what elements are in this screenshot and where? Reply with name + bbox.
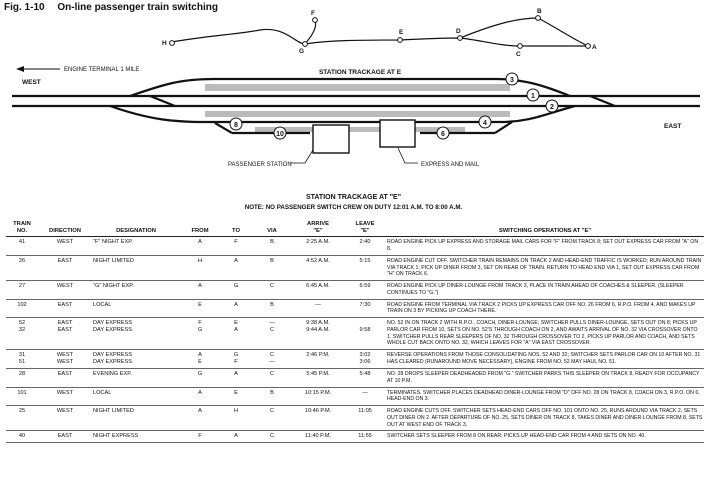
to-value: A xyxy=(234,433,238,440)
designation-value: "G" NIGHT EXP. xyxy=(93,283,134,290)
designation-value: DAY EXPRESS xyxy=(93,327,132,334)
node-label-f: F xyxy=(311,10,315,17)
cell-to xyxy=(220,350,252,369)
node-label-a: A xyxy=(592,44,597,51)
designation-value: NIGHT LIMITED xyxy=(93,408,134,415)
cell-ops: ROAD ENGINE FROM TERMINAL VIA TRACK 2 PICKS UP EXPRESS CAR OFF NO. 26 FROM 6, R.P.O. FROM 4, AND MAKES UP TRAIN ON 3 BY PICKING UP COACH THERE. xyxy=(386,299,704,318)
designation-value: DAY EXPRESS xyxy=(93,352,132,359)
cell-to xyxy=(220,237,252,256)
cell-designation xyxy=(92,318,180,350)
cell-train xyxy=(6,369,38,388)
table-row xyxy=(6,255,704,280)
from-value: E xyxy=(198,359,202,366)
from-value: A xyxy=(198,389,202,396)
cell-train xyxy=(6,237,38,256)
cell-designation xyxy=(92,406,180,431)
to-value: H xyxy=(233,408,239,415)
from-value: A xyxy=(198,239,202,246)
cell-leave xyxy=(344,387,386,406)
node-label-h: H xyxy=(162,40,167,47)
cell-ops: ROAD ENGINE PICK UP DINER-LOUNGE FROM TRACK 3, PLACE IN TRAIN AHEAD OF COACHES & SLEEPER. (SLEEPER CONTINUES TO "G.") xyxy=(386,281,704,300)
cell-to xyxy=(220,431,252,443)
arrive-value: 5:45 P.M. xyxy=(306,371,330,378)
platforms xyxy=(205,84,510,132)
station-trackage-title: STATION TRACKAGE AT E xyxy=(318,69,402,76)
figure-caption: On-line passenger train switching xyxy=(57,2,218,13)
express-mail-building xyxy=(380,120,415,147)
table-row xyxy=(6,431,704,443)
cell-via xyxy=(252,350,292,369)
header-to: TO xyxy=(220,220,252,237)
via-value: — xyxy=(269,320,275,327)
leave-value: — xyxy=(362,389,368,396)
to-value: F xyxy=(234,359,238,366)
cell-via xyxy=(252,387,292,406)
train-value: 32 xyxy=(18,327,26,334)
arrive-value: 10:15 P.M. xyxy=(304,389,332,396)
train-value: 26 xyxy=(18,257,26,264)
header-arrive: ARRIVE "E" xyxy=(292,220,344,237)
via-value: C xyxy=(269,283,275,290)
cell-arrive xyxy=(292,318,344,350)
node-c xyxy=(518,44,523,49)
direction-value: WEST xyxy=(56,352,74,359)
cell-to xyxy=(220,369,252,388)
cell-direction xyxy=(38,431,92,443)
header-leave: LEAVE "E" xyxy=(344,220,386,237)
cell-arrive xyxy=(292,237,344,256)
cell-from xyxy=(180,237,220,256)
track-2-label: 2 xyxy=(550,104,554,111)
table-row xyxy=(6,281,704,300)
cell-arrive xyxy=(292,387,344,406)
cell-leave xyxy=(344,299,386,318)
designation-value: LOCAL xyxy=(93,301,112,308)
cell-direction xyxy=(38,255,92,280)
to-value: E xyxy=(234,389,238,396)
cell-from xyxy=(180,299,220,318)
leave-value: 11:05 xyxy=(358,408,372,415)
node-f xyxy=(313,18,318,23)
passenger-station-label: PASSENGER STATION xyxy=(228,162,292,168)
table-row xyxy=(6,318,704,350)
via-value: C xyxy=(269,327,275,334)
cell-via xyxy=(252,369,292,388)
leave-value xyxy=(345,320,385,327)
arrive-value: 2:25 A.M. xyxy=(306,239,330,246)
leave-value: 9:58 xyxy=(359,327,371,334)
cell-train xyxy=(6,387,38,406)
cell-direction xyxy=(38,281,92,300)
cell-arrive xyxy=(292,369,344,388)
cell-to xyxy=(220,281,252,300)
leave-value: 3:06 xyxy=(359,359,371,366)
cell-ops: SWITCHER SETS SLEEPER FROM 8 ON REAR; PICKS UP HEAD-END CAR FROM 4 AND SETS ON NO. 40. xyxy=(386,431,704,443)
node-d xyxy=(458,36,463,41)
cell-direction xyxy=(38,387,92,406)
cell-designation xyxy=(92,299,180,318)
cell-ops: ROAD ENGINE CUTS OFF. SWITCHER SETS HEAD-END CARS OFF NO. 101 ONTO NO. 25, RUNS AROUND VIA TRACK 2, SETS OUT DINER ON 2. AFTER DEPARTURE OF NO. 25, SETS DINER ON TRACK 8, TAKES DINER AND DINER-LOUNGE FROM 8, SETS OUT AT WEST END OF TRACK 3. xyxy=(386,406,704,431)
to-value: A xyxy=(234,327,238,334)
via-value: C xyxy=(269,371,275,378)
cell-via xyxy=(252,318,292,350)
cell-train xyxy=(6,431,38,443)
designation-value: NIGHT LIMITED xyxy=(93,257,134,264)
designation-value: LOCAL xyxy=(93,389,112,396)
leave-value: 6:59 xyxy=(359,283,371,290)
header-designation: DESIGNATION xyxy=(92,220,180,237)
cell-to xyxy=(220,255,252,280)
cell-arrive xyxy=(292,406,344,431)
express-mail-leader xyxy=(398,148,418,163)
header-ops: SWITCHING OPERATIONS AT "E" xyxy=(386,220,704,237)
direction-value: EAST xyxy=(57,320,73,327)
node-label-c: C xyxy=(516,51,521,58)
to-value: F xyxy=(234,239,238,246)
to-value: A xyxy=(234,301,238,308)
cell-via xyxy=(252,406,292,431)
cell-from xyxy=(180,387,220,406)
cell-direction xyxy=(38,350,92,369)
cell-ops: NO. 52 IN ON TRACK 2 WITH R.P.O., COACH, DINER-LOUNGE; SWITCHER PULLS DINER-LOUNGE, SETS OUT ON 8; PICKS UP PARLOR CAR FROM 10, SETS ON NO. 52'S THROUGH COACH ON 2, AND AWAITS ARRIVAL OF NO. 32 VIA CROSSOVER ONTO 1. SWITCHER PULLS REAR SLEEPERS OF NO. 32 THROUGH CROSSOVER TO 2, PICKS UP PARLOR AND COACH, AND SETS WHOLE CUT BACK ONTO NO. 32, WHICH LEAVES FOR "A" VIA EAST CROSSOVER. xyxy=(386,318,704,350)
node-label-b: B xyxy=(537,8,542,15)
cell-direction xyxy=(38,369,92,388)
cell-designation xyxy=(92,431,180,443)
from-value: A xyxy=(198,352,202,359)
from-value: G xyxy=(197,371,203,378)
from-value: F xyxy=(198,320,202,327)
designation-value: "F" NIGHT EXP. xyxy=(93,239,133,246)
from-value: A xyxy=(198,408,202,415)
direction-value: EAST xyxy=(57,301,73,308)
cell-from xyxy=(180,318,220,350)
train-value: 28 xyxy=(18,371,26,378)
cell-leave xyxy=(344,431,386,443)
cell-from xyxy=(180,350,220,369)
direction-value: EAST xyxy=(57,371,73,378)
engine-terminal-arrow xyxy=(16,66,60,72)
cell-from xyxy=(180,255,220,280)
node-b xyxy=(536,16,541,21)
leave-value: 11:55 xyxy=(358,433,372,440)
table-row xyxy=(6,387,704,406)
cell-via xyxy=(252,281,292,300)
direction-value: EAST xyxy=(57,327,73,334)
via-value: C xyxy=(269,433,275,440)
node-a xyxy=(586,44,591,49)
cell-from xyxy=(180,369,220,388)
cell-direction xyxy=(38,406,92,431)
designation-value: DAY EXPRESS xyxy=(93,359,132,366)
arrive-value: 9:38 A.M. xyxy=(306,320,330,327)
cell-designation xyxy=(92,387,180,406)
table-row xyxy=(6,350,704,369)
to-value: A xyxy=(234,257,238,264)
direction-value: WEST xyxy=(56,389,74,396)
via-value: B xyxy=(270,389,274,396)
from-value: G xyxy=(197,327,203,334)
to-value: E xyxy=(234,320,238,327)
track-6-label: 6 xyxy=(441,131,445,138)
train-value: 52 xyxy=(18,320,26,327)
cell-to xyxy=(220,318,252,350)
from-value: H xyxy=(197,257,203,264)
cell-from xyxy=(180,431,220,443)
cell-arrive xyxy=(292,299,344,318)
cell-leave xyxy=(344,318,386,350)
cell-via xyxy=(252,255,292,280)
leave-value: 5:48 xyxy=(359,371,371,378)
direction-value: WEST xyxy=(56,283,74,290)
to-value: G xyxy=(233,283,239,290)
cell-train xyxy=(6,350,38,369)
leave-value: 3:02 xyxy=(359,352,371,359)
train-value: 25 xyxy=(18,408,26,415)
cell-train xyxy=(6,299,38,318)
trackage-diagram xyxy=(0,0,707,200)
to-value: A xyxy=(234,371,238,378)
table-row xyxy=(6,299,704,318)
cell-ops: NO. 28 DROPS SLEEPER DEADHEADED FROM "G." SWITCHER PARKS THIS SLEEPER ON TRACK 8, READY FOR OCCUPANCY AT 10 P.M. xyxy=(386,369,704,388)
engine-terminal-label: ENGINE TERMINAL 1 MILE xyxy=(64,67,140,73)
passenger-station-building xyxy=(313,125,349,153)
cell-designation xyxy=(92,255,180,280)
figure-number: Fig. 1-10 xyxy=(4,2,45,13)
west-label: WEST xyxy=(22,79,41,86)
header-direction: DIRECTION xyxy=(38,220,92,237)
schedule-table xyxy=(6,220,704,443)
cell-direction xyxy=(38,318,92,350)
header-via: VIA xyxy=(252,220,292,237)
track-10-label: 10 xyxy=(276,131,284,138)
cell-via xyxy=(252,299,292,318)
table-row xyxy=(6,369,704,388)
arrive-value: 9:44 A.M. xyxy=(306,327,330,334)
designation-value: EVENING EXP. xyxy=(93,371,132,378)
cell-designation xyxy=(92,369,180,388)
cell-train xyxy=(6,406,38,431)
cell-designation xyxy=(92,350,180,369)
train-value: 101 xyxy=(17,389,27,396)
cell-ops: ROAD ENGINE CUT OFF. SWITCHER TRAIN REMAINS ON TRACK 2 AND HEAD-END TRAFFIC IS WORKED; RUN AROUND TRAIN VIA TRACK 1; PICK UP DINER FROM 3, SET ON REAR OF TRAIN. RETURN TO HEAD END VIA 1, SET OUT EXPRESS CAR FROM "H" ON TRACK 6. xyxy=(386,255,704,280)
via-value: C xyxy=(269,352,275,359)
cell-direction xyxy=(38,299,92,318)
via-value: B xyxy=(270,239,274,246)
from-value: A xyxy=(198,283,202,290)
cell-ops: ROAD ENGINE PICK UP EXPRESS AND STORAGE MAIL CARS FOR "F" FROM TRACK 8; SET OUT EXPRESS CAR FROM "A" ON 8. xyxy=(386,237,704,256)
schedule-body xyxy=(6,237,704,443)
arrive-value: 10:46 P.M. xyxy=(304,408,332,415)
cell-arrive xyxy=(292,431,344,443)
cell-via xyxy=(252,431,292,443)
table-row xyxy=(6,406,704,431)
to-value: G xyxy=(233,352,239,359)
cell-to xyxy=(220,387,252,406)
cell-via xyxy=(252,237,292,256)
node-label-d: D xyxy=(456,28,461,35)
cell-leave xyxy=(344,281,386,300)
cell-train xyxy=(6,318,38,350)
leave-value: 5:15 xyxy=(359,257,371,264)
train-value: 102 xyxy=(17,301,27,308)
train-value: 27 xyxy=(18,283,26,290)
from-value: E xyxy=(198,301,202,308)
node-label-g: G xyxy=(299,48,305,55)
arrive-value: 11:40 P.M. xyxy=(305,433,331,440)
direction-value: EAST xyxy=(57,257,73,264)
cell-to xyxy=(220,299,252,318)
cell-from xyxy=(180,406,220,431)
east-label: EAST xyxy=(664,123,682,130)
cell-designation xyxy=(92,281,180,300)
cell-leave xyxy=(344,350,386,369)
leave-value: 2:40 xyxy=(359,239,371,246)
cell-arrive xyxy=(292,255,344,280)
passenger-station-leader xyxy=(290,150,313,163)
node-g xyxy=(303,42,308,47)
track-3-label: 3 xyxy=(510,77,514,84)
header-train: TRAIN NO. xyxy=(6,220,38,237)
arrive-value: 2:46 P.M. xyxy=(306,352,330,359)
table-row xyxy=(6,237,704,256)
train-value: 40 xyxy=(18,433,26,440)
cell-train xyxy=(6,255,38,280)
train-value: 41 xyxy=(18,239,26,246)
via-value: B xyxy=(270,301,274,308)
cell-leave xyxy=(344,255,386,280)
cell-ops: TERMINATES. SWITCHER PLACES DEADHEAD DINER-LOUNGE FROM "D" OFF NO. 28 ON TRACK 8, COACH ON 3, R.P.O. ON 6, HEAD-END ON 3. xyxy=(386,387,704,406)
arrive-value xyxy=(293,359,343,366)
route-map xyxy=(172,18,588,46)
track-8-label: 8 xyxy=(234,122,238,129)
node-h xyxy=(170,41,175,46)
track-1-label: 1 xyxy=(531,93,535,100)
cell-designation xyxy=(92,237,180,256)
cell-leave xyxy=(344,237,386,256)
designation-value: NIGHT EXPRESS xyxy=(93,433,139,440)
cell-leave xyxy=(344,406,386,431)
designation-value: DAY EXPRESS xyxy=(93,320,132,327)
route-nodes xyxy=(170,16,591,49)
direction-value: EAST xyxy=(57,433,73,440)
train-value: 51 xyxy=(18,359,26,366)
direction-value: WEST xyxy=(56,408,74,415)
cell-from xyxy=(180,281,220,300)
cell-direction xyxy=(38,237,92,256)
node-label-e: E xyxy=(399,29,404,36)
via-value: C xyxy=(269,408,275,415)
from-value: F xyxy=(198,433,202,440)
express-mail-label: EXPRESS AND MAIL xyxy=(421,162,480,168)
arrive-value: — xyxy=(315,301,321,308)
cell-leave xyxy=(344,369,386,388)
node-e xyxy=(398,38,403,43)
schedule-header-row xyxy=(6,220,704,237)
cell-arrive xyxy=(292,281,344,300)
cell-arrive xyxy=(292,350,344,369)
arrive-value: 6:45 A.M. xyxy=(306,283,330,290)
schedule-title: STATION TRACKAGE AT "E" xyxy=(305,194,402,201)
leave-value: 7:30 xyxy=(359,301,371,308)
direction-value: WEST xyxy=(56,239,74,246)
arrive-value: 4:52 A.M. xyxy=(306,257,330,264)
schedule-note: NOTE: NO PASSENGER SWITCH CREW ON DUTY 12:01 A.M. TO 8:00 A.M. xyxy=(244,204,463,211)
train-value: 31 xyxy=(18,352,26,359)
cell-train xyxy=(6,281,38,300)
via-value: — xyxy=(269,359,275,366)
direction-value: WEST xyxy=(56,359,74,366)
header-from: FROM xyxy=(180,220,220,237)
via-value: B xyxy=(270,257,274,264)
cell-to xyxy=(220,406,252,431)
track-4-label: 4 xyxy=(483,120,487,127)
cell-ops: REVERSE OPERATIONS FROM THOSE CONSOLIDATING NOS. 52 AND 32; SWITCHER SETS PARLOR CAR ON 10 AFTER NO. 31 HAS CLEARED (RUNAROUND MOVE NECESSARY), ENGINE FROM NO. 52 MAY HAUL NO. 51. xyxy=(386,350,704,369)
